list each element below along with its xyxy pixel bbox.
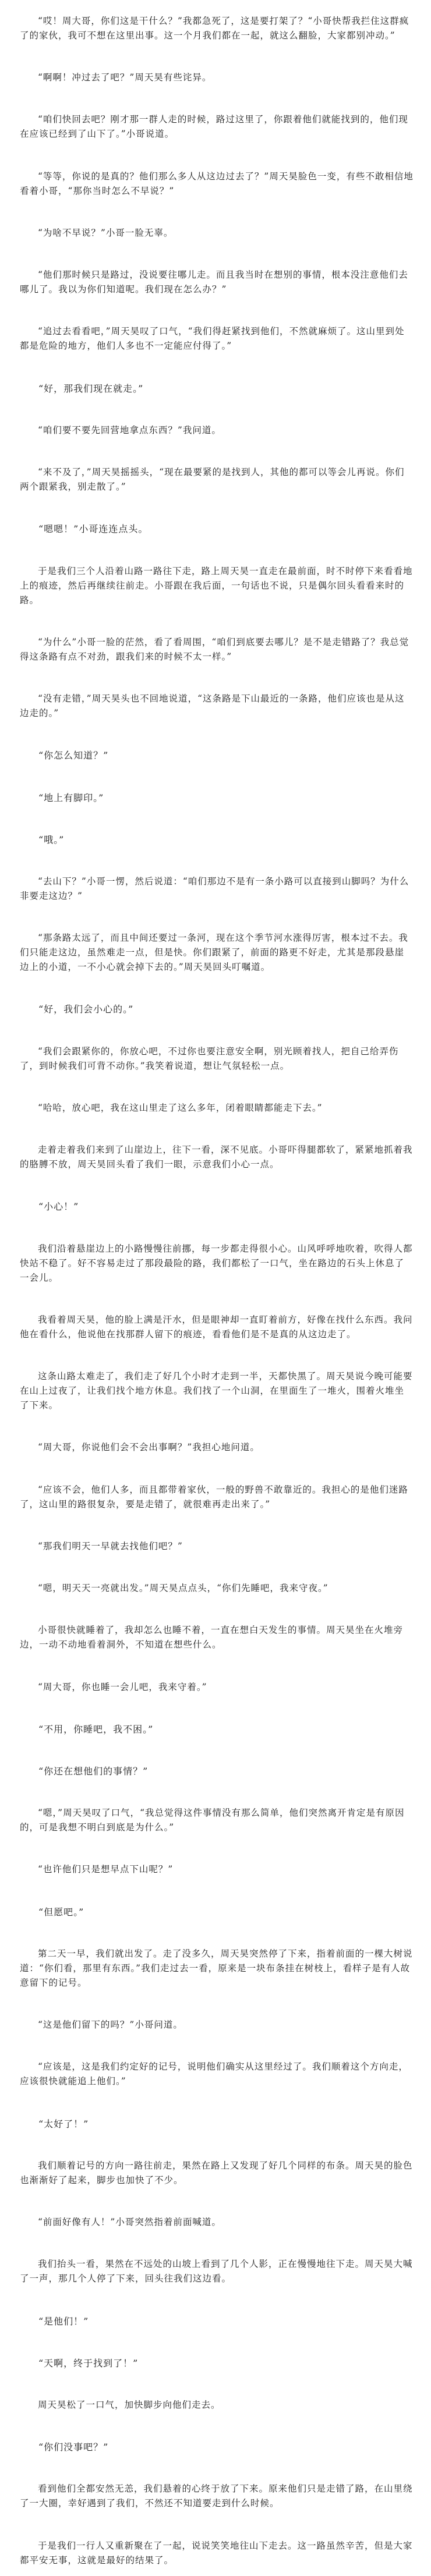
paragraph: “嗯，”周天昊叹了口气，“我总觉得这件事情没有那么简单，他们突然离开肯定是有原因的，可是我想不明白到底是为什么。”	[20, 1808, 405, 1833]
paragraph: 我看着周天昊，他的脸上满是汗水，但是眼神却一直盯着前方，好像在找什么东西。我问他在看什么，他说他在找那群人留下的痕迹，看看他们是不是真的从这边走了。	[20, 1314, 413, 1340]
paragraph: “哎！周大哥，你们这是干什么？”我都急死了，这是要打架了？“小哥快帮我拦住这群疯了的家伙，我可不想在这里出事。这一个月我们都在一起，就这么翻脸，大家都别冲动。”	[20, 16, 409, 41]
paragraph: “你怎么知道？”	[38, 750, 109, 761]
paragraph: “不用，你睡吧，我不困。”	[38, 1723, 154, 1735]
paragraph: “追过去看看吧，”周天昊叹了口气，“我们得赶紧找到他们，不然就麻烦了。这山里到处都是危险的地方，他们人多也不一定能应付得了。”	[20, 326, 405, 352]
paragraph: “太好了！”	[38, 2118, 89, 2129]
paragraph: “我们会跟紧你的，你放心吧，不过你也要注意安全啊，别光顾着找人，把自己给弄伤了，到时候我们可背不动你。”我笑着说道，想让气氛轻松一点。	[20, 1046, 399, 1071]
paragraph: “等等，你说的是真的？他们那么多人从这边过去了？”周天昊脸色一变，有些不敢相信地看着小哥，“那你当时怎么不早说？”	[20, 171, 414, 196]
paragraph: “你还在想他们的事情？”	[38, 1765, 149, 1777]
paragraph: 这条山路太难走了，我们走了好几个小时才走到一半，天都快黑了。周天昊说今晚可能要在山上过夜了，让我们找个地方休息。我们找了一个山洞，在里面生了一堆火，围着火堆坐了下来。	[20, 1371, 413, 1411]
paragraph: 看到他们全都安然无恙，我们悬着的心终于放了下来。原来他们只是走错了路，在山里绕了一大圈，幸好遇到了我们，不然还不知道要走到什么时候。	[20, 2483, 413, 2509]
paragraph: “好，我们会小心的。”	[38, 1004, 134, 1015]
paragraph: “这是他们留下的吗？”小哥问道。	[38, 2019, 183, 2031]
paragraph: “小心！”	[38, 1201, 79, 1213]
paragraph: “周大哥，你也睡一会儿吧，我来守着。”	[38, 1681, 207, 1692]
paragraph: “咱们要不要先回营地拿点东西？”我问道。	[38, 424, 221, 435]
paragraph: 我们顺着记号的方向一路往前走，果然在路上又发现了好几个同样的布条。周天昊的脸色也渐渐好了起来，脚步也加快了不少。	[20, 2160, 413, 2185]
paragraph: “那条路太远了，而且中间还要过一条河，现在这个季节河水涨得厉害，根本过不去。我们只能走这边，虽然难走一点，但是快。你们跟紧了，前面的路更不好走，尤其是那段悬崖边上的小道，一不小心就会掉下去的。”周天昊回头叮嘱道。	[20, 933, 408, 973]
paragraph: “啊啊！冲过去了吧？”周天昊有些诧异。	[38, 72, 212, 83]
paragraph: “咱们快回去吧？刚才那一群人走的时候，路过这里了，你跟着他们就能找到的，他们现在应该已经到了山下了。”小哥说道。	[20, 114, 408, 140]
paragraph: “周大哥，你说他们会不会出事啊？”我担心地问道。	[38, 1442, 260, 1453]
paragraph: “哦。”	[38, 834, 65, 845]
paragraph: “嗯嗯！”小哥连连点头。	[38, 523, 149, 535]
paragraph: 周天昊松了一口气，加快脚步向他们走去。	[38, 2400, 221, 2411]
paragraph: “为啥不早说？”小哥一脸无辜。	[38, 227, 174, 238]
paragraph: 第二天一早，我们就出发了。走了没多久，周天昊突然停了下来，指着前面的一棵大树说道：“你们看，那里有东西。”我们走过去一看，原来是一块布条挂在树枝上，看样子是有人故意留下的记号。	[20, 1948, 413, 1988]
paragraph: “没有走错，”周天昊头也不回地说道，“这条路是下山最近的一条路，他们应该也是从这边走的。”	[20, 693, 405, 719]
paragraph: “你们没事吧？”	[38, 2442, 109, 2453]
article-body	[20, 14, 414, 2568]
paragraph: “是他们！”	[38, 2315, 89, 2327]
paragraph: “但愿吧。”	[38, 1906, 84, 1918]
paragraph: “地上有脚印。”	[38, 792, 104, 803]
paragraph: 小哥很快就睡着了，我却怎么也睡不着，一直在想白天发生的事情。周天昊坐在火堆旁边，一动不动地看着洞外，不知道在想些什么。	[20, 1625, 404, 1650]
paragraph: “去山下？”小哥一愣，然后说道：“咱们那边不是有一条小路可以直接到山脚吗？为什么非要走这边？”	[20, 876, 409, 901]
paragraph: “嗯，明天天一亮就出发。”周天昊点点头，“你们先睡吧，我来守夜。”	[38, 1583, 328, 1594]
paragraph: “那我们明天一早就去找他们吧？”	[38, 1540, 183, 1551]
paragraph: “好，那我们现在就走。”	[38, 382, 144, 394]
paragraph: “天啊，终于找到了！”	[38, 2357, 139, 2369]
paragraph: “前面好像有人！”小哥突然指着前面喊道。	[38, 2217, 221, 2228]
paragraph: 于是我们三个人沿着山路一路往下走，路上周天昊一直走在最前面，时不时停下来看看地上的痕迹，然后再继续往前走。小哥跟在我后面，一句话也不说，只是偶尔回头看看来时的路。	[20, 565, 413, 605]
paragraph: “为什么”小哥一脸的茫然，看了看周围，“咱们到底要去哪儿？是不是走错路了？我总觉得这条路有点不对劲，跟我们来的时候不太一样。”	[20, 636, 409, 662]
paragraph: “他们那时候只是路过，没说要往哪儿走。而且我当时在想别的事情，根本没注意他们去哪儿了。我以为你们知道呢。我们现在怎么办？”	[20, 270, 408, 295]
paragraph: 于是我们一行人又重新聚在了一起，说说笑笑地往山下走去。这一路虽然辛苦，但是大家都平安无事，这就是最好的结果了。	[20, 2540, 413, 2566]
paragraph: 我们抬头一看，果然在不远处的山坡上看到了几个人影，正在慢慢地往下走。周天昊大喊了一声，那几个人停了下来，回头往我们这边看。	[20, 2259, 413, 2284]
paragraph: “应该不会，他们人多，而且都带着家伙，一般的野兽不敢靠近的。我担心的是他们迷路了，这山里的路很复杂，要是走错了，就很难再走出来了。”	[20, 1484, 408, 1510]
paragraph: “来不及了，”周天昊摇摇头，“现在最要紧的是找到人，其他的都可以等会儿再说。你们两个跟紧我，别走散了。”	[20, 467, 405, 492]
paragraph: 走着走着我们来到了山崖边上，往下一看，深不见底。小哥吓得腿都软了，紧紧地抓着我的胳膊不放，周天昊回头看了我们一眼，示意我们小心一点。	[20, 1145, 413, 1170]
paragraph: 我们沿着悬崖边上的小路慢慢往前挪，每一步都走得很小心。山风呼呼地吹着，吹得人都快站不稳了。好不容易走过了那段最险的路，我们都松了一口气，坐在路边的石头上休息了一会儿。	[20, 1243, 413, 1283]
paragraph: “哈哈，放心吧，我在这山里走了这么多年，闭着眼睛都能走下去。”	[38, 1102, 323, 1113]
paragraph: “也许他们只是想早点下山呢？”	[38, 1864, 174, 1875]
paragraph: “应该是，这是我们约定好的记号，说明他们确实从这里经过了。我们顺着这个方向走，应该很快就能追上他们。”	[20, 2061, 408, 2087]
